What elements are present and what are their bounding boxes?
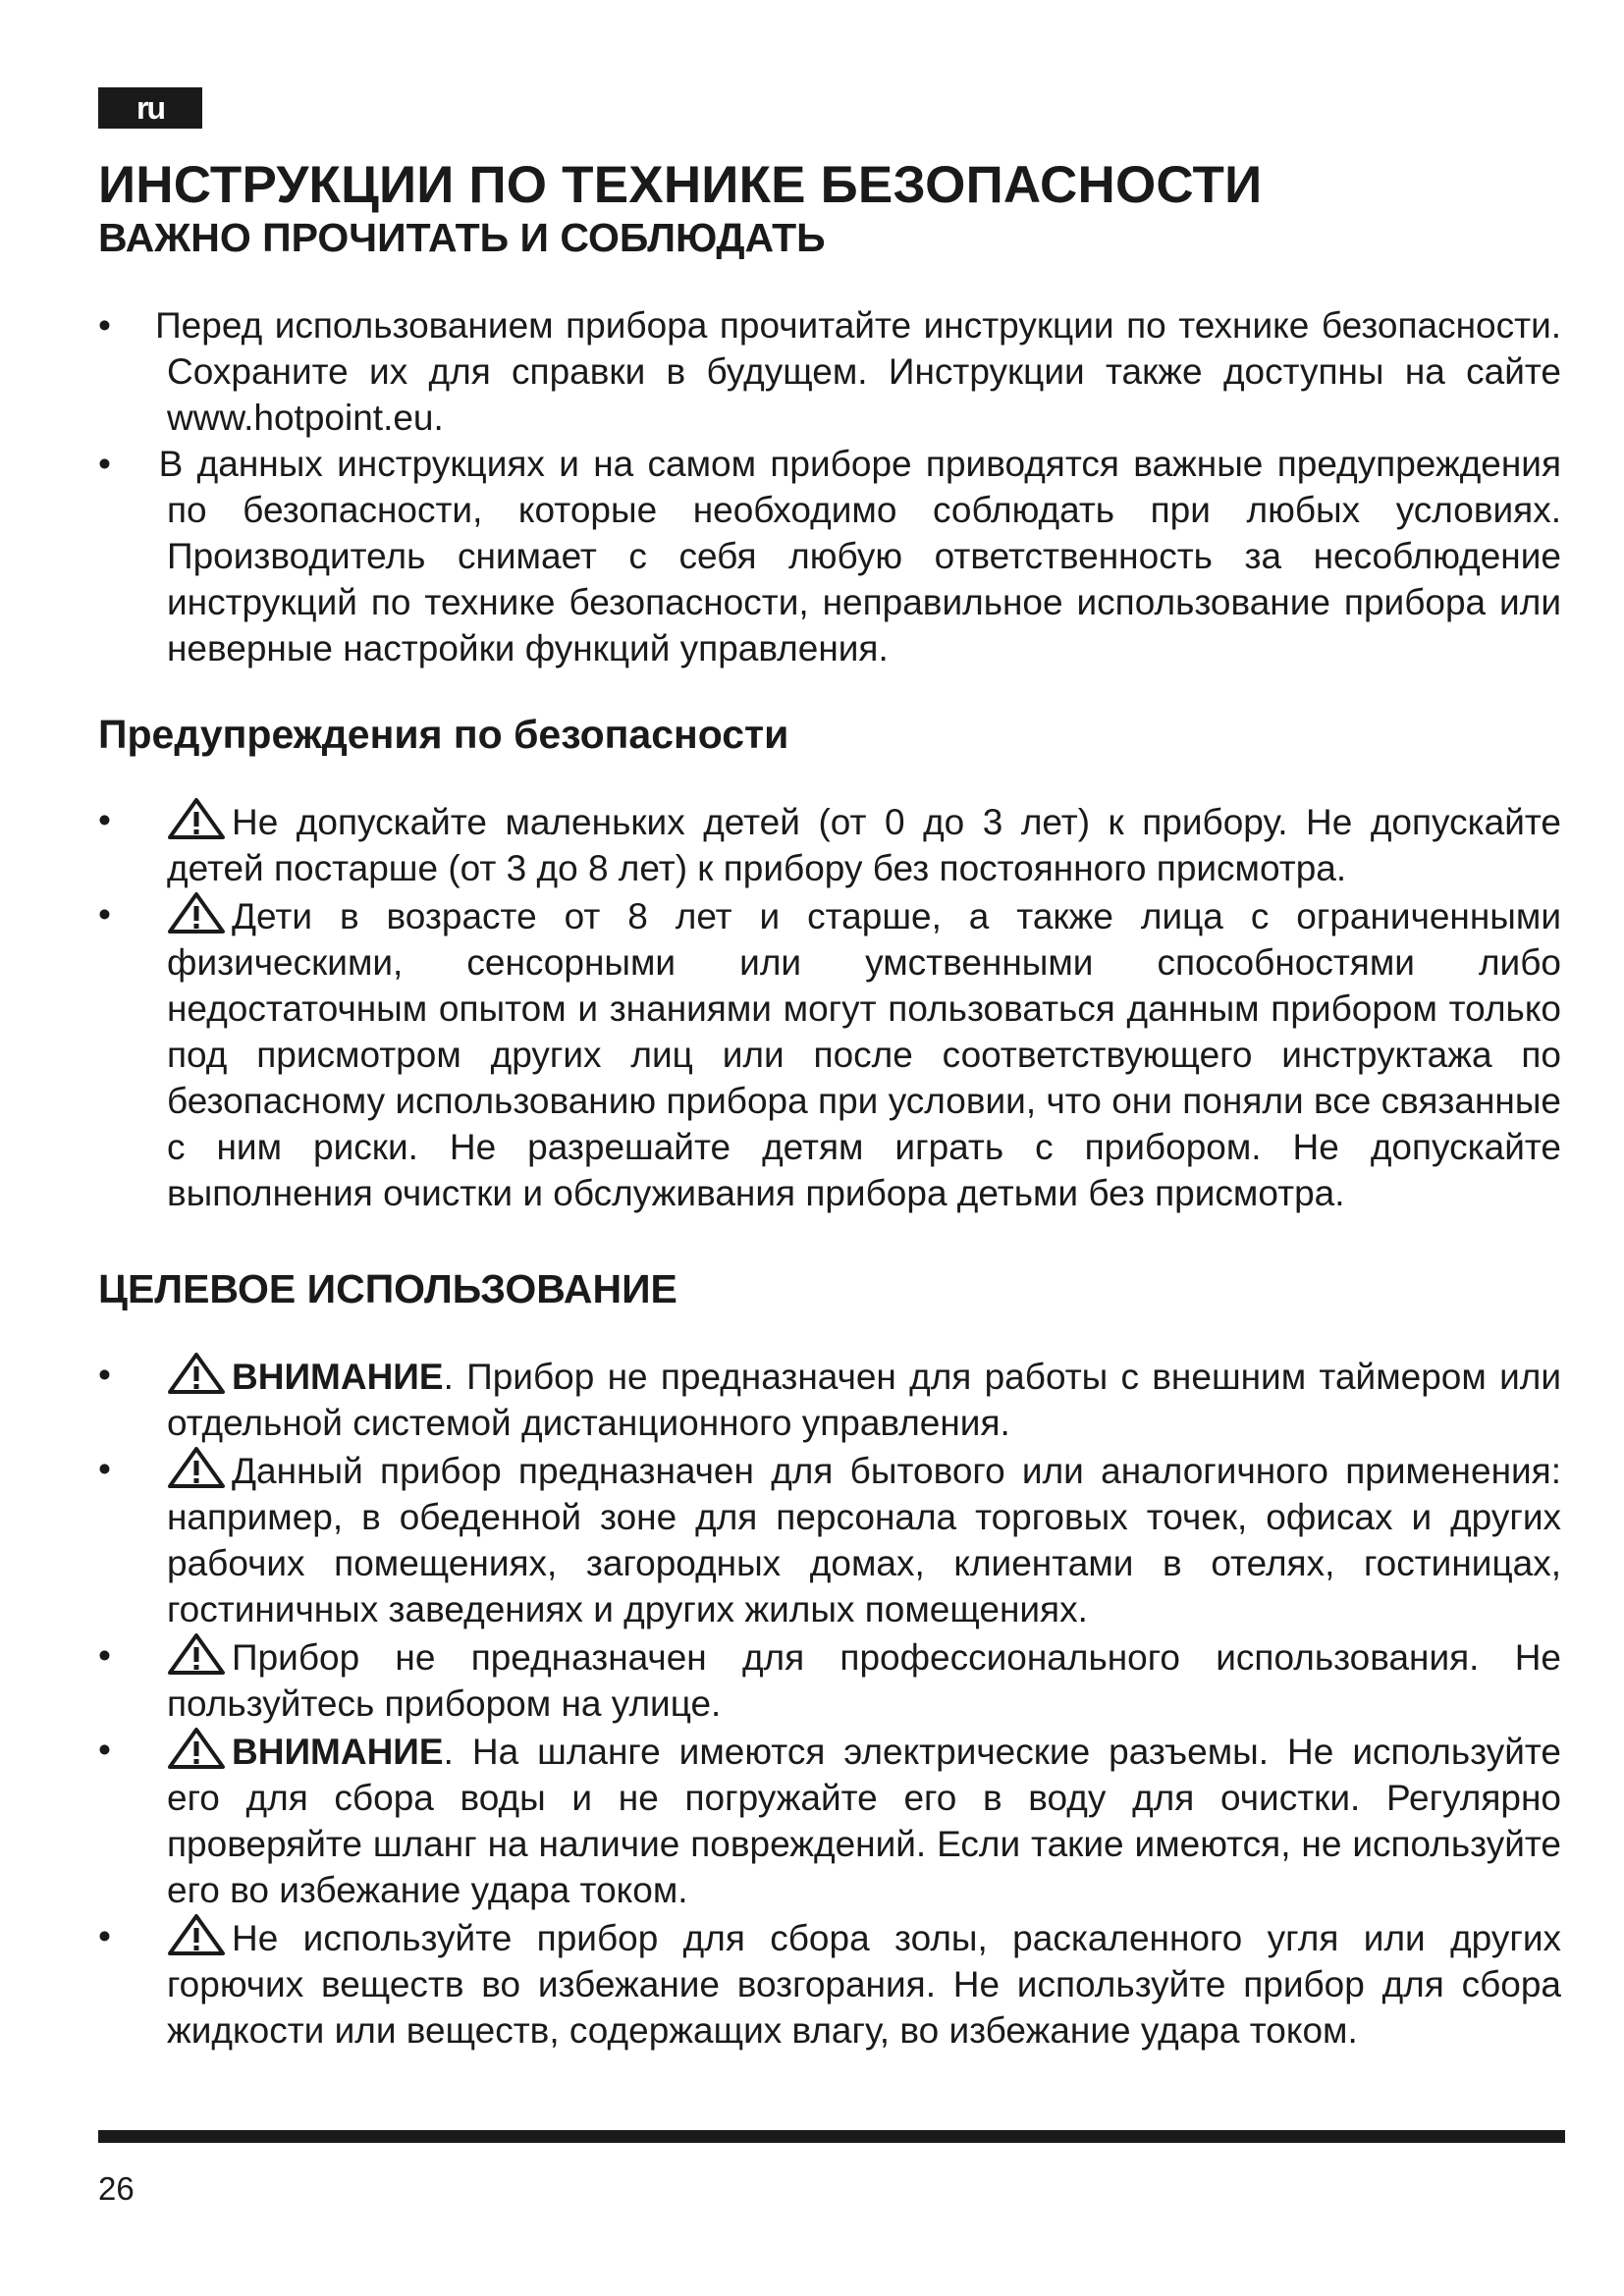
- language-badge: ru: [98, 87, 202, 129]
- list-item-text: Прибор не предназначен для профессионального использования. Не пользуйтесь прибором на улице.: [167, 1637, 1561, 1724]
- bullet-icon: •: [98, 1635, 111, 1676]
- warning-label: ВНИМАНИЕ: [232, 1732, 444, 1772]
- list-item: [98, 1913, 1561, 2054]
- safety-list: [98, 797, 1561, 1216]
- list-item-text: Дети в возрасте от 8 лет и старше, а также лица с ограниченными физическими, сенсорными или умственными способностями либо недостаточным опытом и знаниями могут пользоваться данным прибором только под присмотром других лиц или после соответствующего инструктажа по безопасному использованию прибора при условии, что они поняли все связанные с ним риски. Не разрешайте детям играть с прибором. Не допускайте выполнения очистки и обслуживания прибора детьми без присмотра.: [167, 896, 1561, 1213]
- list-item-text: Не допускайте маленьких детей (от 0 до 3 лет) к прибору. Не допускайте детей постарше (от 3 до 8 лет) к прибору без постоянного присмотра.: [167, 802, 1561, 888]
- list-item-text: Не используйте прибор для сбора золы, раскаленного угля или других горючих веществ во избежание возгорания. Не используйте прибор для сбора жидкости или веществ, содержащих влагу, во избежание удара током.: [167, 1918, 1561, 2051]
- warning-triangle-icon: [167, 1446, 226, 1489]
- list-item: [98, 1352, 1561, 1446]
- bullet-icon: •: [98, 444, 111, 484]
- page-number: 26: [98, 2170, 135, 2207]
- section-heading-safety: Предупреждения по безопасности: [98, 712, 789, 757]
- bullet-icon: •: [98, 305, 111, 346]
- bullet-icon: •: [98, 894, 111, 934]
- warning-label: ВНИМАНИЕ: [232, 1357, 444, 1397]
- bullet-icon: •: [98, 1730, 111, 1770]
- bullet-icon: •: [98, 1449, 111, 1489]
- warning-triangle-icon: [167, 1352, 226, 1395]
- list-item: [98, 441, 1561, 671]
- list-item: [98, 1446, 1561, 1632]
- list-item-text: В данных инструкциях и на самом приборе приводятся важные предупреждения по безопасности, которые необходимо соблюдать при любых условиях. Производитель снимает с себя любую ответственность за несоблюдение инструкций по технике безопасности, неправильное использование прибора или неверные настройки функций управления.: [158, 444, 1562, 668]
- intended-use-list: [98, 1352, 1561, 2054]
- warning-triangle-icon: [167, 891, 226, 934]
- intro-list: [98, 302, 1561, 671]
- list-item-text: . Прибор не предназначен для работы с внешним таймером или отдельной системой дистанционного управления.: [167, 1357, 1561, 1443]
- list-item: [98, 891, 1561, 1216]
- warning-triangle-icon: [167, 1727, 226, 1770]
- list-item-text: Перед использованием прибора прочитайте инструкции по технике безопасности. Сохраните их для справки в будущем. Инструкции также доступны на сайте www.hotpoint.eu.: [155, 305, 1562, 438]
- page-title: ИНСТРУКЦИИ ПО ТЕХНИКЕ БЕЗОПАСНОСТИ: [98, 156, 1263, 214]
- list-item: [98, 797, 1561, 891]
- footer-divider: [98, 2130, 1565, 2143]
- list-item-text: . На шланге имеются электрические разъемы. Не используйте его для сбора воды и не погружайте его в воду для очистки. Регулярно проверяйте шланг на наличие повреждений. Если такие имеются, не используйте его во избежание удара током.: [167, 1732, 1561, 1910]
- document-body: [98, 157, 1561, 2054]
- list-item: [98, 302, 1561, 441]
- page-subtitle: ВАЖНО ПРОЧИТАТЬ И СОБЛЮДАТЬ: [98, 215, 826, 260]
- warning-triangle-icon: [167, 1632, 226, 1676]
- warning-triangle-icon: [167, 1913, 226, 1956]
- list-item-text: Данный прибор предназначен для бытового или аналогичного применения: например, в обеденной зоне для персонала торговых точек, офисах и других рабочих помещениях, загородных домах, клиентами в отелях, гостиницах, гостиничных заведениях и других жилых помещениях.: [167, 1451, 1561, 1629]
- list-item: [98, 1632, 1561, 1727]
- list-item: [98, 1727, 1561, 1913]
- bullet-icon: •: [98, 800, 111, 840]
- warning-triangle-icon: [167, 797, 226, 840]
- bullet-icon: •: [98, 1916, 111, 1956]
- bullet-icon: •: [98, 1355, 111, 1395]
- section-heading-intended-use: ЦЕЛЕВОЕ ИСПОЛЬЗОВАНИЕ: [98, 1266, 677, 1311]
